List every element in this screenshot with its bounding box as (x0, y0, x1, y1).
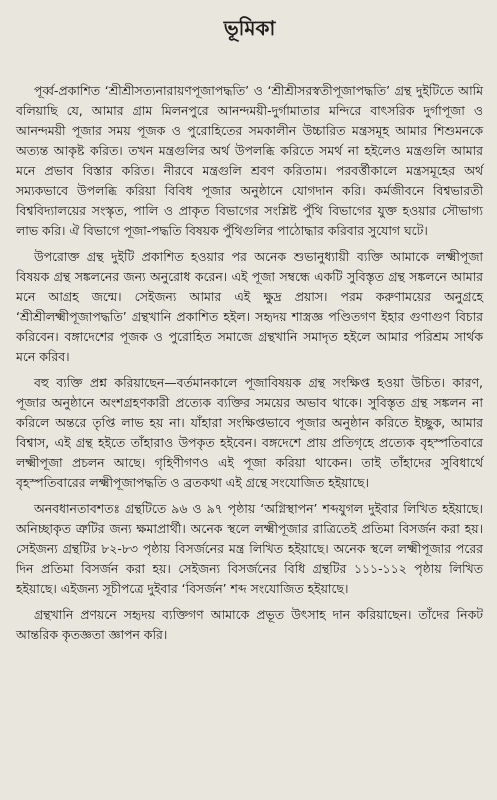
paragraph-2: উপরোক্ত গ্রন্থ দুইটি প্রকাশিত হওয়ার পর অনেক শুভানুধ্যায়ী ব্যক্তি আমাকে লক্ষ্মীপূজা বিষয়ক গ্রন্থ সঙ্কলনের জন্য অনুরোধ করেন। এই পূজা সম্বন্ধে একটি সুবিস্তৃত গ্রন্থ সঙ্কলনে আমার মনে আগ্রহ জন্মে। সেইজন্য আমার এই ক্ষুদ্র প্রয়াস। পরম করুণাময়ের অনুগ্রহে ‘শ্রীশ্রীলক্ষ্মীপূজাপদ্ধতি’ গ্রন্থখানি প্রকাশিত হইল। সহৃদয় শাস্ত্রজ্ঞ পণ্ডিতগণ ইহার গুণাগুণ বিচার করিবেন। বঙ্গাদেশের পূজক ও পুরোহিত সমাজে গ্রন্থখানি সমাদৃত হইলে আমার পরিশ্রম সার্থক মনে করিব। (16, 249, 483, 364)
show-through-texture (60, 36, 460, 76)
paragraph-5: গ্রন্থখানি প্রণয়নে সহৃদয় ব্যক্তিগণ আমাকে প্রভূত উৎসাহ দান করিয়াছেন। তাঁদের নিকট আন্তরিক কৃতজ্ঞতা জ্ঞাপন করি। (16, 607, 483, 642)
paragraph-4: অনবধানতাবশতঃ গ্রন্থটিতে ৯৬ ও ৯৭ পৃষ্ঠায় ‘অগ্নিস্থাপন’ শব্দযুগল দুইবার লিখিত হইয়াছে। অনিচ্ছাকৃত ত্রুটির জন্য ক্ষমাপ্রার্থী। অনেক স্থলে লক্ষ্মীপূজার রাত্রিতেই প্রতিমা বিসর্জন করা হয়। সেইজন্য গ্রন্থটির ৮২-৮৩ পৃষ্ঠায় বিসর্জনের মন্ত্র লিখিত হইয়াছে। অনেক স্থলে লক্ষ্মীপূজার পরের দিন প্রতিমা বিসর্জন করা হয়। সেইজন্য বিসর্জনের বিধি গ্রন্থটির ১১১-১১২ পৃষ্ঠায় লিখিত হইয়াছে। এইজন্য সূচীপত্রে দুইবার ‘বিসর্জন’ শব্দ সংযোজিত হইয়াছে। (16, 501, 483, 596)
paragraph-1: পূর্ব্ব-প্রকাশিত ‘শ্রীশ্রীসত্যনারায়ণপূজাপদ্ধতি’ ও ‘শ্রীশ্রীসরস্বতীপূজাপদ্ধতি’ গ্রন্থ দুইটিতে আমি বলিয়াছি যে, আমার গ্রাম মিলনপুরে আনন্দময়ী-দুর্গামাতার মন্দিরে বাৎসরিক দুর্গাপূজা ও আনন্দময়ী পূজার সময় পূজক ও পুরোহিতের সমকালীন উচ্চারিত মন্ত্রসমূহ আমার শিশুমনকে অত্যন্ত আকৃষ্ট করিত। তখন মন্ত্রগুলির অর্থ উপলব্ধি করিতে সমর্থ না হইলেও মন্ত্রগুলি আমার মনে প্রভাব বিস্তার করিত। নীরবে মন্ত্রগুলি শ্রবণ করিতাম। পরবর্ত্তীকালে মন্ত্রসমূহের অর্থ সম্যকভাবে উপলব্ধি করিয়া বিবিধ পূজার অনুষ্ঠানে যোগদান করি। কর্মজীবনে বিশ্বভারতী বিশ্ববিদ্যালয়ের সংস্কৃত, পালি ও প্রাকৃত বিভাগের সংশ্লিষ্ট পুঁথি বিভাগের যুক্ত হওয়ার সৌভাগ্য লাভ করি। ঐ বিভাগে পূজা-পদ্ধতি বিষয়ক পুঁথিগুলির পাঠোদ্ধার করিবার সুযোগ ঘটে। (16, 83, 483, 238)
page-title: ভূমিকা (223, 16, 276, 40)
paragraph-3: বহু ব্যক্তি প্রশ্ন করিয়াছেন—বর্তমানকালে পূজাবিষয়ক গ্রন্থ সংক্ষিপ্ত হওয়া উচিত। কারণ, পূজার অনুষ্ঠানে অংশগ্রহণকারী প্রত্যেক ব্যক্তির সময়ের অভাব থাকে। সুবিস্তৃত গ্রন্থ সঙ্কলন না করিলে অন্তরে তৃপ্তি লাভ হয় না। যাঁহারা সংক্ষিপ্তভাবে পূজার অনুষ্ঠান করিতে ইচ্ছুক, আমার বিশ্বাস, এই গ্রন্থ হইতে তাঁহারাও উপকৃত হইবেন। বঙ্গদেশে প্রায় প্রতিগৃহে প্রত্যেক বৃহস্পতিবারে লক্ষ্মীপূজা প্রচলন আছে। গৃহিণীগণও এই পূজা করিয়া থাকেন। তাই তাঁহাদের সুবিধার্থে বৃহস্পতিবারের লক্ষ্মীপূজাপদ্ধতি ও ব্রতকথা এই গ্রন্থে সংযোজিত হইয়াছে। (16, 375, 483, 490)
